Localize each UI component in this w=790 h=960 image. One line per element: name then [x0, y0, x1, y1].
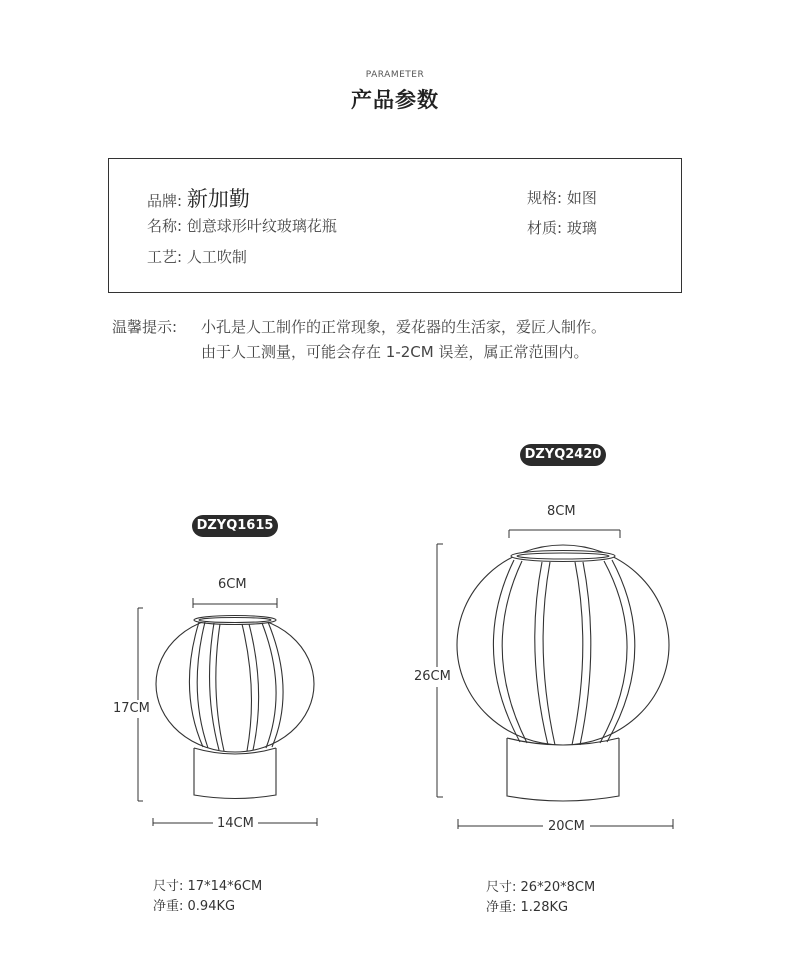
large-height-label: 26CM: [414, 669, 451, 684]
craft-label: 工艺:: [147, 248, 183, 266]
brand-label: 品牌:: [147, 192, 183, 210]
small-weight-spec: [153, 897, 235, 917]
size-label: 尺寸:: [486, 880, 517, 895]
product-code-badge: DZYQ2420: [520, 444, 606, 466]
small-height-label: 17CM: [113, 701, 150, 716]
weight-label: 净重:: [153, 899, 184, 914]
page-title: 产品参数: [351, 88, 439, 112]
material-value: 玻璃: [566, 219, 597, 237]
spec-value: 如图: [566, 189, 597, 207]
tip-line-1: 小孔是人工制作的正常现象，爱花器的生活家，爱匠人制作。: [201, 318, 607, 336]
large-weight-spec: [486, 898, 568, 918]
size-value: 17*14*6CM: [187, 879, 263, 894]
weight-value: 1.28KG: [520, 900, 569, 915]
small-width-label: 14CM: [217, 816, 254, 831]
size-value: 26*20*8CM: [520, 880, 596, 895]
brand-value: 新加勤: [186, 187, 250, 211]
spec-label: 规格:: [527, 189, 563, 207]
small-mouth-label: 6CM: [218, 577, 247, 592]
small-mouth-dimension-line: [193, 598, 277, 608]
large-mouth-dimension-line: [509, 530, 620, 538]
small-size-spec: [153, 877, 262, 897]
section-subtitle: PARAMETER: [365, 70, 425, 80]
large-width-label: 20CM: [548, 819, 585, 834]
product-code-badge: DZYQ1615: [192, 515, 278, 537]
material-label: 材质:: [527, 219, 563, 237]
large-vase-illustration: [457, 545, 669, 801]
name-value: 创意球形叶纹玻璃花瓶: [186, 217, 337, 235]
size-label: 尺寸:: [153, 879, 184, 894]
tip-label: 温馨提示:: [112, 318, 178, 336]
craft-value: 人工吹制: [186, 248, 247, 266]
weight-value: 0.94KG: [187, 899, 236, 914]
large-mouth-label: 8CM: [547, 504, 576, 519]
large-size-spec: [486, 878, 595, 898]
weight-label: 净重:: [486, 900, 517, 915]
name-label: 名称:: [147, 217, 183, 235]
small-vase-illustration: [156, 616, 314, 799]
tip-line-2: 由于人工测量，可能会存在 1-2CM 误差，属正常范围内。: [201, 343, 589, 361]
